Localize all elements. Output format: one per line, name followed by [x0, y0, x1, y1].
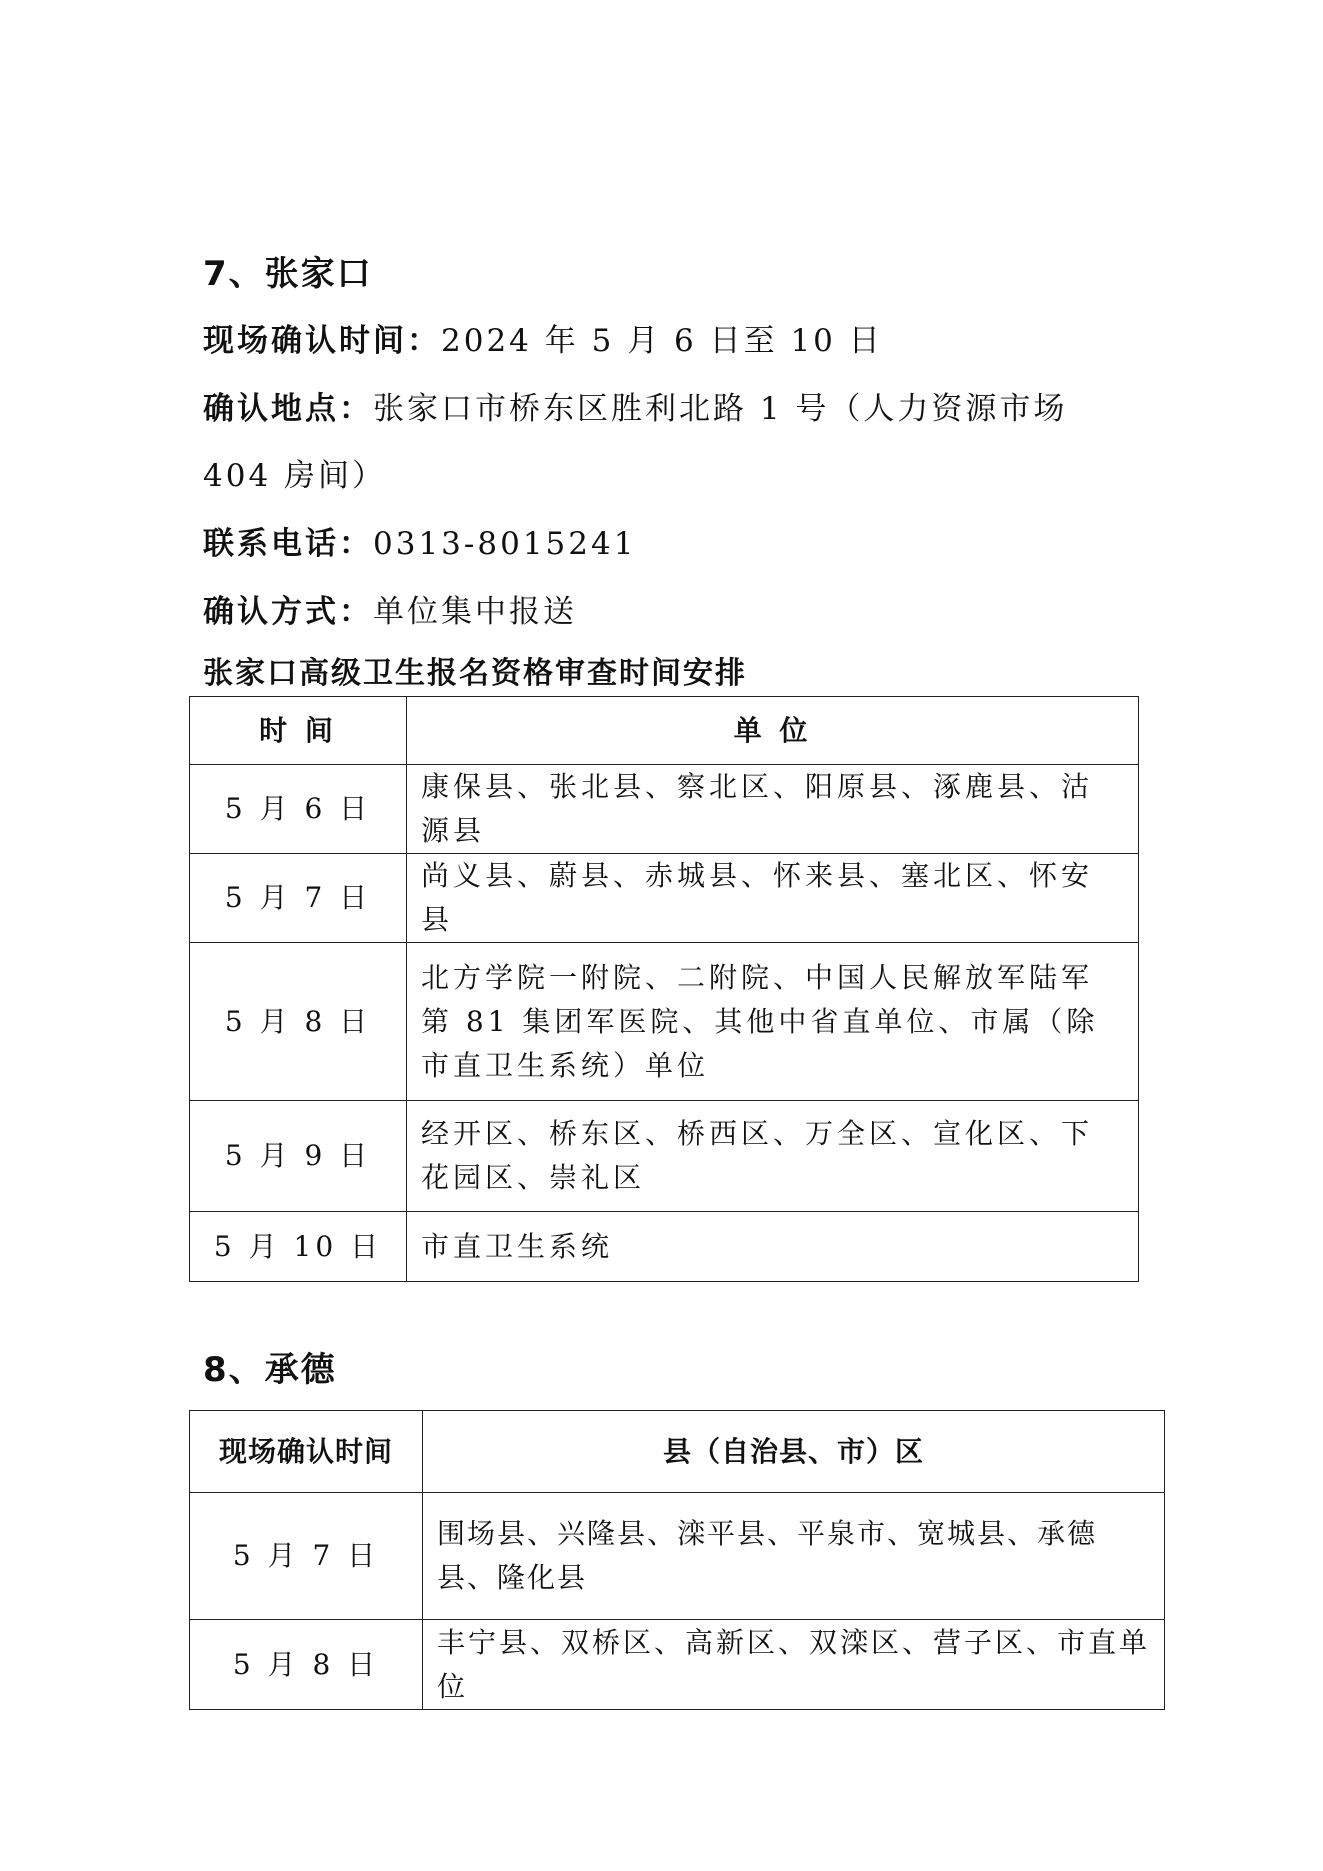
phone-value: 0313-8015241 [373, 526, 637, 562]
row-date: 5 月 8 日 [190, 943, 407, 1101]
row-unit: 康保县、张北县、察北区、阳原县、涿鹿县、沽源县 [407, 765, 1139, 854]
confirm-time-label: 现场确认时间： [203, 323, 441, 359]
row-unit: 尚义县、蔚县、赤城县、怀来县、塞北区、怀安县 [407, 854, 1139, 943]
table-row [190, 1101, 1139, 1212]
row-unit: 经开区、桥东区、桥西区、万全区、宣化区、下花园区、崇礼区 [407, 1101, 1139, 1212]
table-row [190, 765, 1139, 854]
confirm-place-value: 张家口市桥东区胜利北路 1 号（人力资源市场 [373, 391, 1068, 427]
row-date: 5 月 10 日 [190, 1212, 407, 1282]
confirm-time-value: 2024 年 5 月 6 日至 10 日 [441, 323, 883, 359]
table-row [190, 1620, 1165, 1710]
method-value: 单位集中报送 [373, 594, 577, 630]
table-row [190, 1493, 1165, 1620]
confirm-time-line [203, 315, 883, 360]
chengde-schedule-table [189, 1410, 1165, 1710]
table-row [190, 943, 1139, 1101]
section-7-title: 7、张家口 [203, 254, 373, 294]
row-date: 5 月 8 日 [190, 1620, 423, 1710]
phone-line [203, 518, 636, 563]
zhangjiakou-schedule-table [189, 696, 1139, 1282]
row-unit: 北方学院一附院、二附院、中国人民解放军陆军第 81 集团军医院、其他中省直单位、市属（除市直卫生系统）单位 [407, 943, 1139, 1101]
row-date: 5 月 7 日 [190, 1493, 423, 1620]
row-unit: 丰宁县、双桥区、高新区、双滦区、营子区、市直单位 [423, 1620, 1165, 1710]
section-8-title: 8、承德 [203, 1350, 337, 1390]
table-row [190, 1212, 1139, 1282]
phone-label: 联系电话： [203, 526, 373, 562]
row-date: 5 月 9 日 [190, 1101, 407, 1212]
table-caption: 张家口高级卫生报名资格审查时间安排 [203, 656, 747, 691]
method-label: 确认方式： [203, 594, 373, 630]
header-unit: 县（自治县、市）区 [423, 1411, 1165, 1493]
row-date: 5 月 6 日 [190, 765, 407, 854]
table-header-row [190, 1411, 1165, 1493]
table-header-row [190, 697, 1139, 765]
confirm-place-line-2: 404 房间） [203, 458, 387, 494]
header-time: 时 间 [190, 697, 407, 765]
header-time: 现场确认时间 [190, 1411, 423, 1493]
confirm-place-label: 确认地点： [203, 391, 373, 427]
row-unit: 市直卫生系统 [407, 1212, 1139, 1282]
method-line [203, 586, 577, 631]
header-unit: 单 位 [407, 697, 1139, 765]
row-date: 5 月 7 日 [190, 854, 407, 943]
table-row [190, 854, 1139, 943]
confirm-place-line [203, 383, 1067, 428]
row-unit: 围场县、兴隆县、滦平县、平泉市、宽城县、承德县、隆化县 [423, 1493, 1165, 1620]
